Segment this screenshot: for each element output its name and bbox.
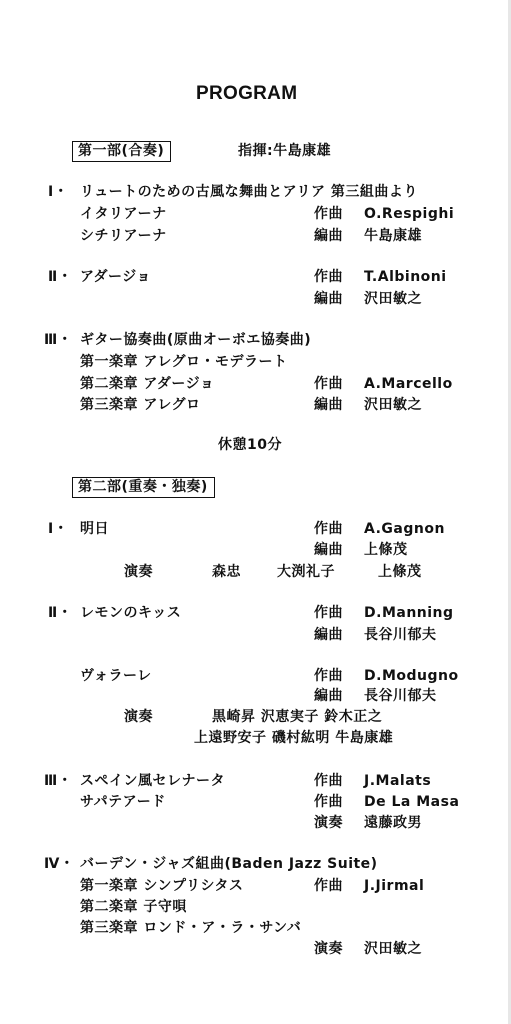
part2-item3-performer-role: 演奏 xyxy=(314,815,343,831)
part2-item4-number: Ⅳ・ xyxy=(44,856,75,872)
part2-item4-title: バーデン・ジャズ組曲(Baden Jazz Suite) xyxy=(80,856,378,872)
part1-conductor: 指揮:牛島康雄 xyxy=(238,143,332,159)
part2-item1-arranger: 上條茂 xyxy=(364,542,408,558)
part1-item3-number: Ⅲ・ xyxy=(44,332,73,348)
part2-item2-composer: D.Manning xyxy=(364,605,454,621)
part2-item3-composer-role: 作曲 xyxy=(314,773,343,789)
part2-item1-composer-role: 作曲 xyxy=(314,521,343,537)
part1-item3-arranger-role: 編曲 xyxy=(314,397,343,413)
part2-item1-arranger-role: 編曲 xyxy=(314,542,343,558)
part1-item2-composer: T.Albinoni xyxy=(364,269,447,285)
part1-item3-movement3: 第三楽章 アレグロ xyxy=(80,397,201,413)
part2-item1-performer3: 上條茂 xyxy=(378,564,422,580)
part1-item3-arranger: 沢田敏之 xyxy=(364,397,422,413)
part1-item1-arranger-role: 編曲 xyxy=(314,228,343,244)
part1-item3-title: ギター協奏曲(原曲オーボエ協奏曲) xyxy=(80,332,312,348)
part2-item1-performer2: 大渕礼子 xyxy=(277,564,335,580)
part2-item3-number: Ⅲ・ xyxy=(44,773,73,789)
part2-item1-number: Ⅰ・ xyxy=(48,521,69,537)
part2-item2-title: レモンのキッス xyxy=(80,605,182,621)
part1-item1-composer: O.Respighi xyxy=(364,206,455,222)
part1-item3-composer: A.Marcello xyxy=(364,376,453,392)
part2-item4-composer: J.Jirmal xyxy=(364,878,425,894)
part1-item1-composer-role: 作曲 xyxy=(314,206,343,222)
part2-item3-composer: J.Malats xyxy=(364,773,432,789)
part1-item2-arranger: 沢田敏之 xyxy=(364,291,422,307)
page-title: PROGRAM xyxy=(196,83,298,104)
part2-item3-title: スペイン風セレナータ xyxy=(80,773,225,789)
part2-item2-arranger-role: 編曲 xyxy=(314,627,343,643)
part2-item1-performer1: 森忠 xyxy=(212,564,241,580)
part2-item4-performer: 沢田敏之 xyxy=(364,941,422,957)
part2-item2-composer2: D.Modugno xyxy=(364,668,459,684)
part2-item2-arranger2: 長谷川郁夫 xyxy=(364,688,437,704)
part1-item3-composer-role: 作曲 xyxy=(314,376,343,392)
part2-item1-title: 明日 xyxy=(80,521,109,537)
part1-item1-title: リュートのための古風な舞曲とアリア 第三組曲より xyxy=(80,184,418,200)
part2-item3-title2: サパテアード xyxy=(80,794,166,810)
part2-item4-performer-role: 演奏 xyxy=(314,941,343,957)
part2-item4-movement1: 第一楽章 シンプリシタス xyxy=(80,878,244,894)
part2-item4-movement3: 第三楽章 ロンド・ア・ラ・サンバ xyxy=(80,920,302,936)
part2-item2-composer2-role: 作曲 xyxy=(314,668,343,684)
part2-header: 第二部(重奏・独奏) xyxy=(72,477,215,498)
part2-item1-performer-label: 演奏 xyxy=(124,564,153,580)
part1-item1-sub2: シチリアーナ xyxy=(80,228,167,244)
part2-item2-performers-line1: 黒崎昇 沢恵実子 鈴木正之 xyxy=(212,709,383,725)
part2-item3-composer2: De La Masa xyxy=(364,794,460,810)
part1-item2-composer-role: 作曲 xyxy=(314,269,343,285)
part1-header: 第一部(合奏) xyxy=(72,141,171,162)
part1-item2-number: Ⅱ・ xyxy=(48,269,73,285)
part2-item1-composer: A.Gagnon xyxy=(364,521,445,537)
part2-item3-performer: 遠藤政男 xyxy=(364,815,422,831)
part1-item1-number: Ⅰ・ xyxy=(48,184,69,200)
part2-item2-number: Ⅱ・ xyxy=(48,605,73,621)
part1-item1-sub1: イタリアーナ xyxy=(80,206,167,222)
part1-item2-arranger-role: 編曲 xyxy=(314,291,343,307)
part2-item2-performer-label: 演奏 xyxy=(124,709,153,725)
intermission: 休憩10分 xyxy=(218,437,282,453)
part2-item2-arranger2-role: 編曲 xyxy=(314,688,343,704)
part2-item2-title2: ヴォラーレ xyxy=(80,668,152,684)
part2-item2-arranger: 長谷川郁夫 xyxy=(364,627,437,643)
part2-item2-composer-role: 作曲 xyxy=(314,605,343,621)
part1-item1-arranger: 牛島康雄 xyxy=(364,228,422,244)
part2-item4-movement2: 第二楽章 子守唄 xyxy=(80,899,187,915)
part1-item3-movement2: 第二楽章 アダージョ xyxy=(80,376,215,392)
part1-item2-title: アダージョ xyxy=(80,269,151,285)
part1-item3-movement1: 第一楽章 アレグロ・モデラート xyxy=(80,354,288,370)
part2-item2-performers-line2: 上遠野安子 磯村紘明 牛島康雄 xyxy=(194,730,394,746)
part2-item3-composer2-role: 作曲 xyxy=(314,794,343,810)
part2-item4-composer-role: 作曲 xyxy=(314,878,343,894)
